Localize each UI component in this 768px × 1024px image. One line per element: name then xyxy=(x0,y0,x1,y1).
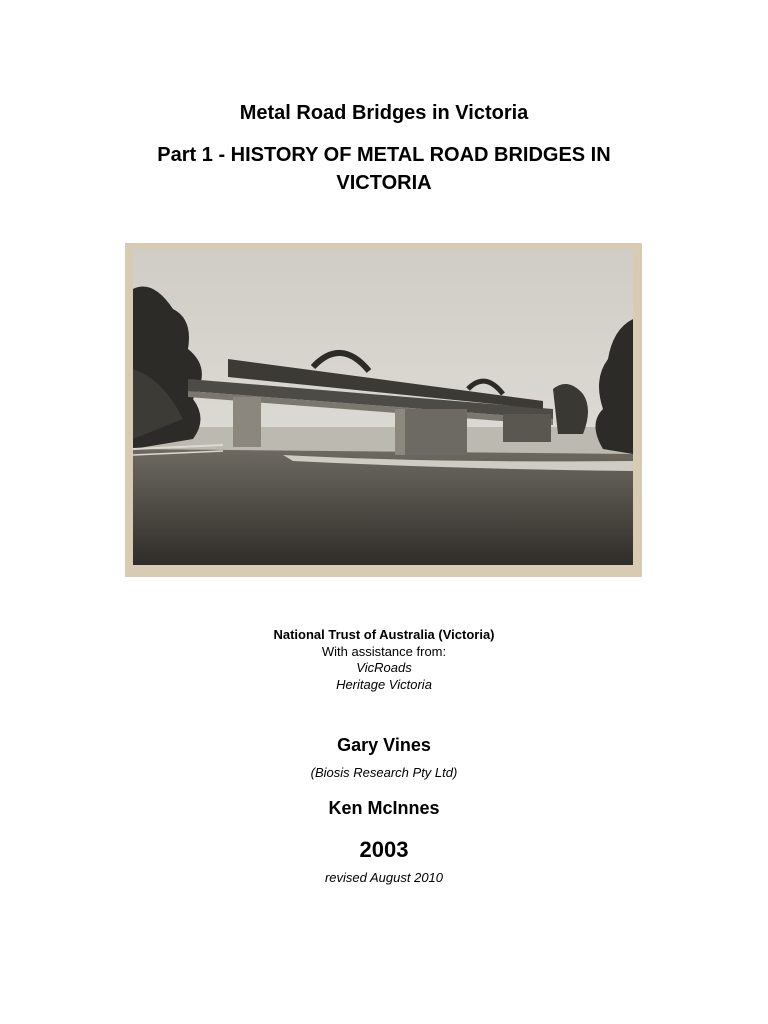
subtitle-line-1: Part 1 - HISTORY OF METAL ROAD BRIDGES IN xyxy=(157,144,611,166)
author-gary-vines: Gary Vines xyxy=(337,735,431,755)
bridge-photo xyxy=(133,249,633,565)
document-subtitle xyxy=(0,141,768,197)
assistance-heritage-victoria: Heritage Victoria xyxy=(336,677,432,692)
author-affiliation: (Biosis Research Pty Ltd) xyxy=(310,765,458,780)
revision-note: revised August 2010 xyxy=(324,870,444,885)
publication-year: 2003 xyxy=(359,837,409,862)
document-title: Metal Road Bridges in Victoria xyxy=(239,102,529,124)
bridge-photo-frame xyxy=(125,243,642,577)
assistance-vicroads: VicRoads xyxy=(356,660,412,675)
author-ken-mcinnes: Ken McInnes xyxy=(328,798,440,818)
subtitle-line-2: VICTORIA xyxy=(336,172,432,194)
assistance-label: With assistance from: xyxy=(321,644,447,659)
organisation-name: National Trust of Australia (Victoria) xyxy=(273,627,495,642)
